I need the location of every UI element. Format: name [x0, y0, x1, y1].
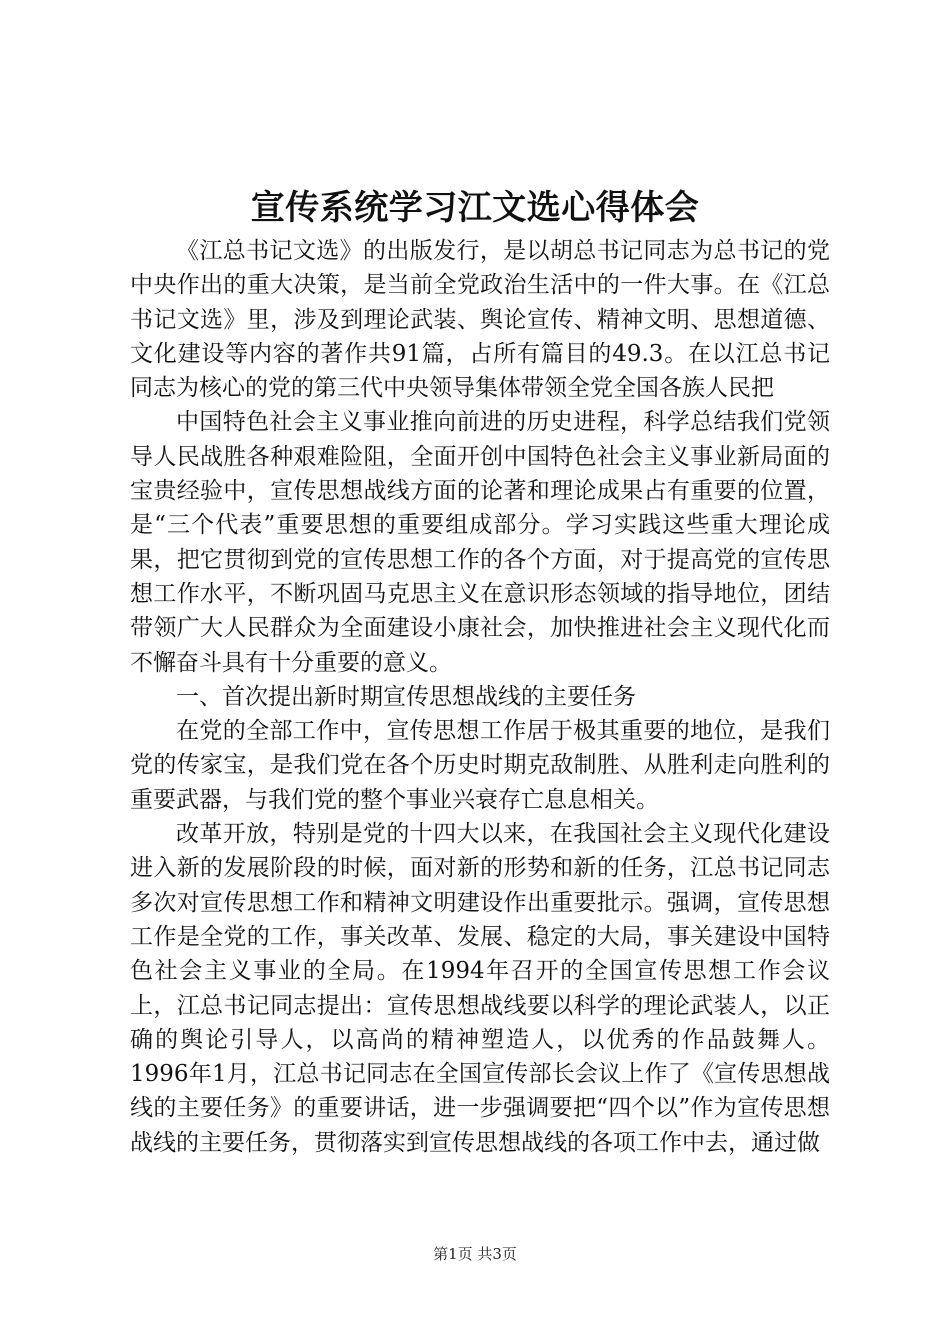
- page-number-footer: 第1页 共3页: [433, 1245, 517, 1263]
- section-heading-1: 一、首次提出新时期宣传思想战线的主要任务: [176, 683, 636, 710]
- paragraph-section-1-b: 改革开放，特别是党的十四大以来，在我国社会主义现代化建设进入新的发展阶段的时候，面对新的形势和新的任务，江总书记同志多次对宣传思想工作和精神文明建设作出重要批示。强调，宣传思想工作是全党的工作，事关改革、发展、稳定的大局，事关建设中国特色社会主义事业的全局。在1994年召开的全国宣传思想工作会议上，江总书记同志提出：宣传思想战线要以科学的理论武装人，以正确的舆论引导人，以高尚的精神塑造人，以优秀的作品鼓舞人。1996年1月，江总书记同志在全国宣传部长会议上作了《宣传思想战线的主要任务》的重要讲话，进一步强调要把“四个以”作为宣传思想战线的主要任务，贯彻落实到宣传思想战线的各项工作中去，通过做: [130, 821, 830, 1156]
- document-body: [130, 234, 830, 1160]
- paragraph-continuation: 中国特色社会主义事业推向前进的历史进程，科学总结我们党领导人民战胜各种艰难险阻，全面开创中国特色社会主义事业新局面的宝贵经验中，宣传思想战线方面的论著和理论成果占有重要的位置，是“三个代表”重要思想的重要组成部分。学习实践这些重大理论成果，把它贯彻到党的宣传思想工作的各个方面，对于提高党的宣传思想工作水平，不断巩固马克思主义在意识形态领域的指导地位，团结带领广大人民群众为全面建设小康社会，加快推进社会主义现代化而不懈奋斗具有十分重要的意义。: [130, 409, 830, 676]
- paragraph-section-1-a: 在党的全部工作中，宣传思想工作居于极其重要的地位，是我们党的传家宝，是我们党在各个历史时期克敌制胜、从胜利走向胜利的重要武器，与我们党的整个事业兴衰存亡息息相关。: [130, 718, 830, 813]
- paragraph-intro: 《江总书记文选》的出版发行，是以胡总书记同志为总书记的党中央作出的重大决策，是当前全党政治生活中的一件大事。在《江总书记文选》里，涉及到理论武装、舆论宣传、精神文明、思想道德、文化建设等内容的著作共91篇，占所有篇目的49.3。在以江总书记同志为核心的党的第三代中央领导集体带领全党全国各族人民把: [130, 238, 830, 402]
- document-title: 宣传系统学习江文选心得体会: [250, 188, 700, 228]
